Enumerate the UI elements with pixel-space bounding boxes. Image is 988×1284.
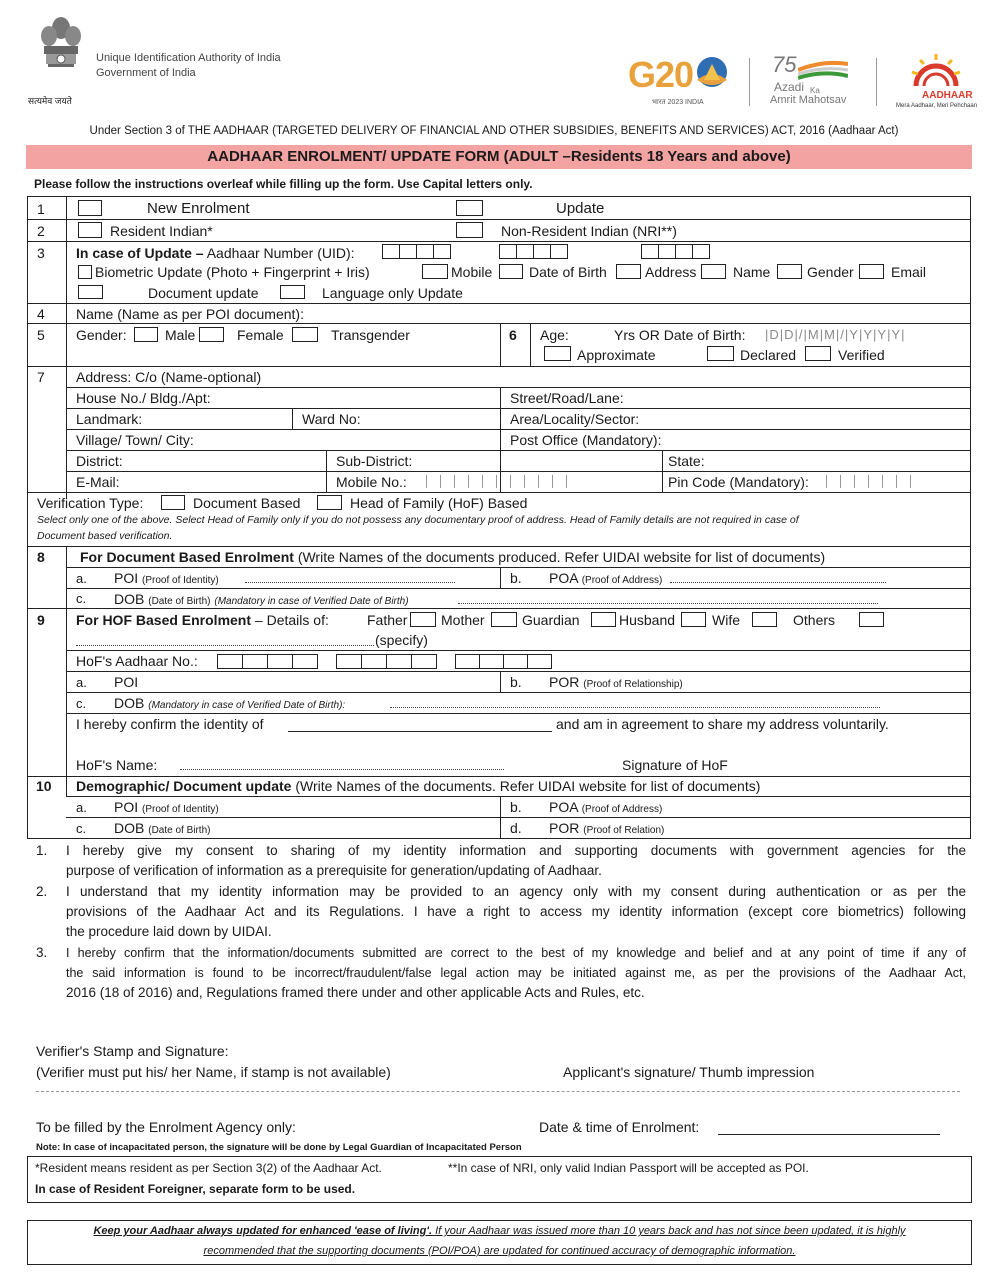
emblem-caption: सत्यमेव जयते [28, 96, 72, 106]
g20-caption: भारत 2023 INDIA [652, 99, 704, 106]
hof-name-input[interactable] [180, 769, 504, 770]
incapacitated-note: Note: In case of incapacitated person, the signature will be done by Legal Guardian of Incapacitated Person [36, 1142, 522, 1153]
dob-update-label: Date of Birth [529, 264, 607, 280]
row8-poa: POA [549, 570, 578, 586]
emblem-icon [36, 14, 86, 88]
approximate-checkbox[interactable] [544, 346, 571, 361]
azadi-amrit: Amrit Mahotsav [770, 94, 847, 106]
gender-label: Gender: [76, 327, 127, 343]
hof-based-checkbox[interactable] [317, 495, 342, 510]
resident-footnote: *Resident means resident as per Section 3(2) of the Aadhaar Act. [35, 1161, 382, 1175]
declaration-num: 2. [36, 884, 48, 899]
verified-checkbox[interactable] [805, 346, 831, 361]
row9-dob-note: (Mandatory in case of Verified Date of Birth): [148, 700, 346, 711]
transgender-label: Transgender [331, 327, 410, 343]
others-label: Others [793, 612, 836, 628]
document-update-label: Document update [148, 285, 259, 301]
sub-district-label: Sub-District: [336, 453, 413, 469]
uid-input-3[interactable] [642, 244, 710, 259]
verifier-stamp-label: Verifier's Stamp and Signature: [36, 1043, 229, 1059]
biometric-checkbox[interactable] [78, 265, 92, 279]
org-name: Unique Identification Authority of India [96, 52, 281, 64]
row-num-5: 5 [37, 327, 45, 343]
declaration-line: 2016 (18 of 2016) and, Regulations framed there under and other applicable Acts and Rules, etc. [66, 985, 645, 1000]
row8-poi-sub: (Proof of Identity) [142, 575, 219, 586]
female-checkbox[interactable] [199, 327, 224, 342]
row10-a: a. [76, 800, 87, 815]
transgender-checkbox[interactable] [292, 327, 318, 342]
g20-text: G20 [628, 54, 694, 95]
doc-enrolment-title: For Document Based Enrolment [80, 549, 294, 565]
declaration-line: the said information is found to be incorrect/fraudulent/false legal action may be initiated against me, as per the provisions of the Aadhaar Act, [66, 966, 966, 980]
row-num-6: 6 [509, 327, 517, 343]
pin-code-label: Pin Code (Mandatory): [668, 474, 809, 490]
hof-enrolment-title: For HOF Based Enrolment [76, 612, 252, 628]
row10-d: d. [510, 820, 522, 836]
cut-line [36, 1091, 960, 1092]
hof-uid-input-1[interactable] [218, 654, 318, 669]
verified-label: Verified [838, 347, 885, 363]
hof-signature-label: Signature of HoF [622, 757, 728, 773]
row-num-2: 2 [37, 223, 45, 239]
row-num-3: 3 [37, 245, 45, 261]
flag-swoosh-icon [798, 60, 848, 82]
enrolment-date-label: Date & time of Enrolment: [539, 1119, 700, 1135]
declarations [36, 841, 966, 1003]
row8-b: b. [510, 570, 522, 586]
org-government: Government of India [96, 67, 196, 79]
area-label: Area/Locality/Sector: [510, 411, 640, 427]
document-based-label: Document Based [193, 495, 301, 511]
declaration-item [36, 943, 966, 1003]
hof-uid-input-2[interactable] [337, 654, 437, 669]
declared-label: Declared [740, 347, 797, 363]
biometric-label: Biometric Update (Photo + Fingerprint + Iris) [95, 264, 370, 280]
hof-based-label: Head of Family (HoF) Based [350, 495, 528, 511]
village-label: Village/ Town/ City: [76, 432, 194, 448]
verification-note-2: Document based verification. [37, 530, 173, 542]
aadhaar-sun-icon [910, 52, 962, 88]
row10-dob-sub: (Date of Birth) [148, 825, 211, 836]
hof-confirm-input[interactable] [288, 731, 552, 732]
row8-c: c. [76, 591, 87, 606]
row9-por: POR [549, 674, 580, 690]
declaration-line: provisions of the Aadhaar Act and its Regulations. I have a right to access my identity information (except core biometrics) following [66, 904, 966, 919]
act-line: Under Section 3 of THE AADHAAR (TARGETED DELIVERY OF FINANCIAL AND OTHER SUBSIDIES, BENEFITS AND SERVICES) ACT, 2016 (Aadhaar Act) [89, 125, 899, 137]
uid-input-1[interactable] [383, 244, 451, 259]
row10-poa-sub: (Proof of Address) [581, 804, 663, 815]
father-checkbox[interactable] [410, 612, 436, 627]
row9-poi: POI [114, 674, 139, 690]
aadhaar-logo-text: AADHAAR [922, 90, 973, 101]
row8-poi: POI [114, 570, 139, 586]
row9-dob: DOB [114, 695, 145, 711]
pin-code-input[interactable] [826, 475, 924, 488]
hof-uid-input-3[interactable] [456, 654, 552, 669]
row-num-10: 10 [36, 778, 52, 794]
update-checkbox[interactable] [456, 200, 483, 216]
document-based-checkbox[interactable] [161, 495, 185, 510]
mobile-number-input[interactable] [426, 475, 580, 488]
mobile-no-label: Mobile No.: [336, 474, 407, 490]
language-update-label: Language only Update [322, 285, 463, 301]
resident-indian-label: Resident Indian* [110, 223, 213, 239]
post-office-label: Post Office (Mandatory): [510, 432, 662, 448]
demographic-update-title: Demographic/ Document update [76, 778, 292, 794]
name-update-label: Name [733, 264, 771, 280]
approximate-label: Approximate [577, 347, 656, 363]
nri-label: Non-Resident Indian (NRI**) [501, 223, 677, 239]
azadi-ka: Ka [810, 86, 820, 95]
row9-c: c. [76, 696, 87, 711]
hof-name-label: HoF's Name: [76, 757, 158, 773]
row9-por-sub: (Proof of Relationship) [583, 679, 683, 690]
email-update-label: Email [891, 264, 927, 280]
aadhaar-tagline: Mera Aadhaar, Meri Pehchaan [896, 103, 978, 109]
verification-note-1: Select only one of the above. Select Head of Family only if you do not possess any documentary proof of address. Head of Family details are not required in case of [37, 514, 799, 526]
azadi-logo [770, 54, 860, 108]
row10-por: POR [549, 820, 580, 836]
father-label: Father [367, 612, 408, 628]
nri-footnote: **In case of NRI, only valid Indian Passport will be accepted as POI. [448, 1161, 809, 1175]
instructions: Please follow the instructions overleaf while filling up the form. Use Capital letters only. [34, 177, 533, 191]
row8-poa-input[interactable] [670, 582, 886, 583]
mobile-update-checkbox[interactable] [422, 264, 448, 279]
row9-dob-input[interactable] [390, 707, 880, 708]
mother-label: Mother [441, 612, 485, 628]
row8-dob-sub: (Date of Birth) [148, 596, 211, 607]
gender-update-checkbox[interactable] [777, 264, 802, 279]
specify-label: (specify) [375, 632, 428, 648]
declaration-num: 1. [36, 843, 48, 858]
male-label: Male [165, 327, 196, 343]
row10-dob: DOB [114, 820, 145, 836]
new-enrolment-checkbox[interactable] [78, 200, 102, 216]
foreigner-footnote: In case of Resident Foreigner, separate form to be used. [35, 1182, 356, 1196]
dob-update-checkbox[interactable] [499, 264, 523, 279]
row-num-7: 7 [37, 369, 45, 385]
row10-poa: POA [549, 799, 578, 815]
house-label: House No./ Bldg./Apt: [76, 390, 211, 406]
row8-dob: DOB [114, 591, 145, 607]
email-update-checkbox[interactable] [859, 264, 884, 279]
mobile-update-label: Mobile [451, 264, 493, 280]
wife-label: Wife [712, 612, 740, 628]
update-case-label: In case of Update – [76, 245, 204, 261]
address-update-label: Address [645, 264, 697, 280]
row10-poi-sub: (Proof of Identity) [142, 804, 219, 815]
row9-a: a. [76, 675, 87, 690]
row8-a: a. [76, 571, 87, 586]
mother-checkbox[interactable] [491, 612, 517, 627]
row8-poa-sub: (Proof of Address) [581, 575, 663, 586]
row10-b: b. [510, 799, 522, 815]
lotus-globe-icon [692, 54, 732, 94]
female-label: Female [237, 327, 284, 343]
email-label: E-Mail: [76, 474, 120, 490]
hof-confirm-label: I hereby confirm the identity of [76, 716, 264, 732]
language-update-checkbox[interactable] [280, 285, 305, 299]
district-label: District: [76, 453, 123, 469]
guardian-checkbox[interactable] [591, 612, 616, 627]
declaration-line: purpose of verification of information as a prerequisite for generation/updating of Aadhaar. [66, 863, 602, 878]
dob-input-mask[interactable]: |D|D|/|M|M|/|Y|Y|Y|Y| [765, 327, 906, 342]
declared-checkbox[interactable] [707, 346, 734, 361]
applicant-signature-label: Applicant's signature/ Thumb impression [563, 1064, 815, 1080]
hof-aadhaar-label: HoF's Aadhaar No.: [76, 653, 198, 669]
name-update-checkbox[interactable] [701, 264, 726, 279]
bottom-note-bold: Keep your Aadhaar always updated for enhanced 'ease of living'. [93, 1225, 433, 1237]
guardian-label: Guardian [522, 612, 580, 628]
wife-checkbox[interactable] [752, 612, 777, 627]
others-checkbox[interactable] [859, 612, 884, 627]
bottom-note-rest: If your Aadhaar was issued more than 10 years back and has not since been updated, it is highly [435, 1225, 906, 1237]
azadi-75: 75 [772, 52, 797, 77]
male-checkbox[interactable] [134, 327, 158, 342]
g20-logo [628, 54, 734, 114]
husband-label: Husband [619, 612, 676, 628]
declaration-line: I hereby give my consent to sharing of my identity information and supporting documents with government agencies for the [66, 843, 966, 858]
nri-checkbox[interactable] [456, 222, 483, 238]
name-field-label: Name (Name as per POI document): [76, 306, 304, 322]
row8-poi-input[interactable] [245, 582, 455, 583]
row8-dob-input[interactable] [458, 603, 878, 604]
declaration-line: I hereby confirm that the information/documents submitted are correct to the best of my knowledge and belief and at any point of time if any of [66, 946, 966, 960]
row-num-9: 9 [37, 612, 45, 628]
relationship-specify-input[interactable] [76, 645, 374, 646]
doc-enrolment-desc: (Write Names of the documents produced. Refer UIDAI website for list of documents) [297, 549, 826, 565]
hof-agreement-label: and am in agreement to share my address voluntarily. [556, 716, 889, 732]
azadi-word: Azadi [774, 80, 805, 94]
row9-b: b. [510, 674, 522, 690]
age-label: Age: [540, 327, 569, 343]
uid-input-2[interactable] [500, 244, 568, 259]
row-num-1: 1 [37, 201, 45, 217]
update-label: Update [556, 200, 605, 217]
row-num-8: 8 [37, 549, 45, 565]
title-band [26, 145, 972, 169]
row10-por-sub: (Proof of Relation) [583, 825, 665, 836]
declaration-item [36, 841, 966, 881]
declaration-item [36, 882, 966, 942]
declaration-line: the procedure laid down by UIDAI. [66, 924, 272, 939]
enrolment-date-input[interactable] [718, 1134, 940, 1135]
row10-poi: POI [114, 799, 139, 815]
demographic-update-desc: (Write Names of the documents. Refer UIDAI website for list of documents) [295, 778, 761, 794]
dob-label: Yrs OR Date of Birth: [614, 327, 746, 343]
form-title: AADHAAR ENROLMENT/ UPDATE FORM (ADULT –Residents 18 Years and above) [207, 148, 791, 165]
state-label: State: [668, 453, 705, 469]
row8-dob-note: (Mandatory in case of Verified Date of Birth) [214, 596, 409, 607]
resident-indian-checkbox[interactable] [78, 222, 102, 238]
address-update-checkbox[interactable] [616, 264, 641, 279]
bottom-note-line2: recommended that the supporting documents (POI/POA) are updated for continued accuracy of demographic information. [203, 1245, 796, 1257]
new-enrolment-label: New Enrolment [147, 200, 250, 217]
row-num-4: 4 [37, 306, 45, 322]
aadhaar-logo [896, 52, 984, 112]
row10-c: c. [76, 821, 87, 836]
enrolment-agency-label: To be filled by the Enrolment Agency only: [36, 1119, 296, 1135]
declaration-line: I understand that my identity information may be provided to an agency only with my consent during authentication or as per the [66, 884, 966, 899]
declaration-num: 3. [36, 945, 48, 960]
ward-label: Ward No: [302, 411, 361, 427]
gender-update-label: Gender [807, 264, 854, 280]
uid-label: Aadhaar Number (UID): [206, 245, 355, 261]
husband-checkbox[interactable] [681, 612, 706, 627]
street-label: Street/Road/Lane: [510, 390, 624, 406]
address-co-label: Address: C/o (Name-optional) [76, 369, 262, 385]
verification-type-label: Verification Type: [37, 495, 144, 511]
landmark-label: Landmark: [76, 411, 143, 427]
verifier-name-note: (Verifier must put his/ her Name, if stamp is not available) [36, 1064, 391, 1080]
hof-enrolment-desc: – Details of: [254, 612, 329, 628]
document-update-checkbox[interactable] [78, 285, 103, 299]
